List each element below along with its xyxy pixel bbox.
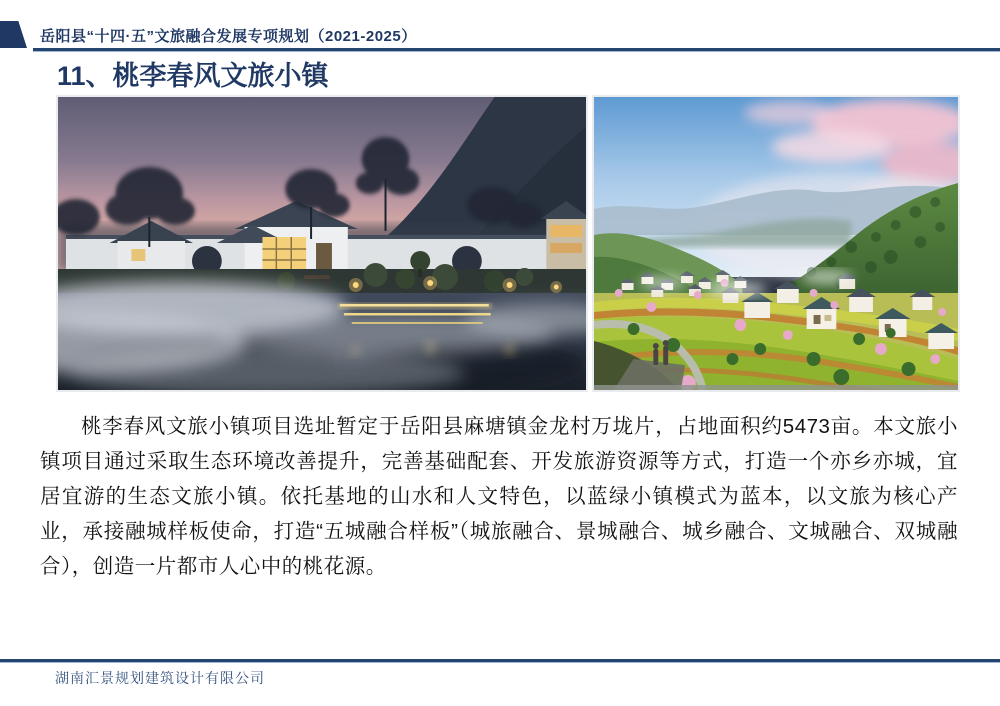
- lakeside-night-illustration: [58, 97, 586, 390]
- valley-village-illustration: [594, 97, 958, 390]
- body-paragraph: 桃李春风文旅小镇项目选址暂定于岳阳县麻塘镇金龙村万垅片，占地面积约5473亩。本文旅小镇项目通过采取生态环境改善提升，完善基础配套、开发旅游资源等方式，打造一个亦乡亦城，宜居宜游的生态文旅小镇。依托基地的山水和人文特色，以蓝绿小镇模式为蓝本，以文旅为核心产业，承接融城样板使命，打造“五城融合样板”（城旅融合、景城融合、城乡融合、文城融合、双城融合），创造一片都市人心中的桃花源。: [40, 415, 958, 578]
- header-rule: [33, 48, 1000, 52]
- header-flag-shape: [0, 21, 27, 48]
- photo-row: [56, 95, 960, 392]
- footer-rule: [0, 659, 1000, 663]
- lakeside-night-photo: [56, 95, 588, 392]
- company-name: 湖南汇景规划建筑设计有限公司: [55, 670, 265, 686]
- document-title: 岳阳县“十四·五”文旅融合发展专项规划（2021-2025）: [40, 28, 417, 45]
- slide-title: 11、桃李春风文旅小镇: [57, 61, 329, 91]
- valley-village-render: [592, 95, 960, 392]
